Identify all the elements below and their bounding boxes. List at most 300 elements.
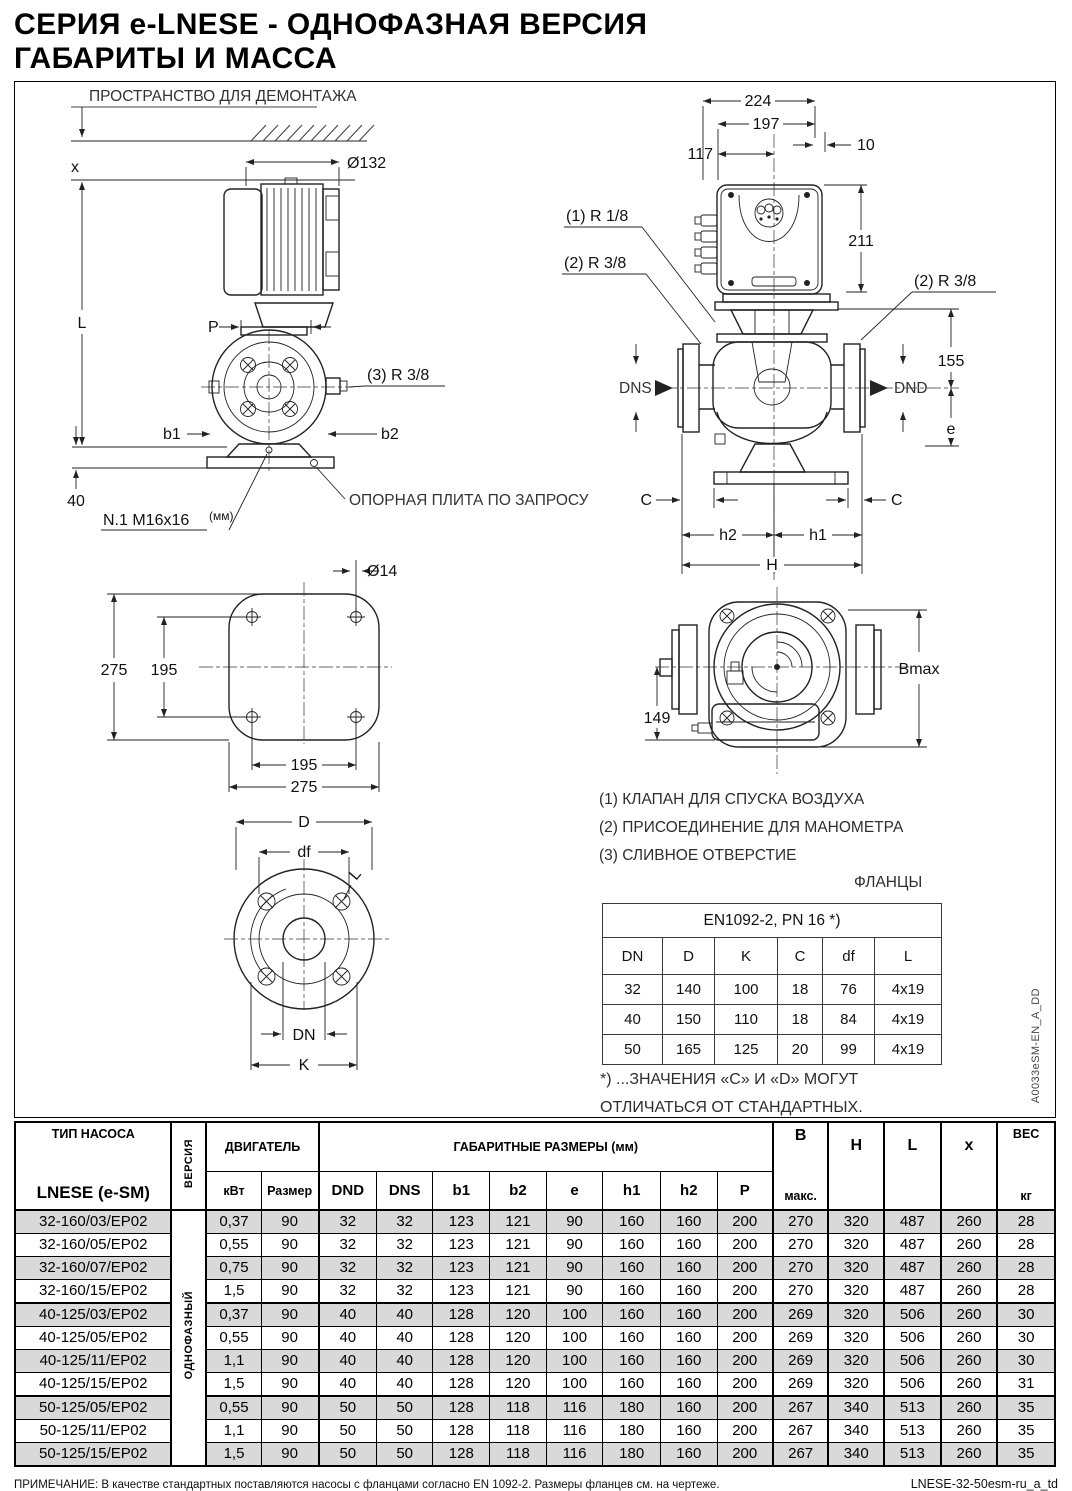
pump-cell-dns: 50 bbox=[376, 1420, 433, 1443]
x-header: x bbox=[964, 1137, 974, 1155]
pump-cell-b1: 128 bbox=[433, 1327, 490, 1350]
pump-cell-b2: 121 bbox=[490, 1210, 547, 1234]
pump-cell-b: 269 bbox=[773, 1373, 829, 1397]
pump-cell-kw: 0,55 bbox=[206, 1327, 261, 1350]
dim-149-label: 149 bbox=[643, 710, 671, 728]
pump-cell-e: 90 bbox=[546, 1234, 603, 1257]
pump-cell-b: 267 bbox=[773, 1396, 829, 1420]
pump-cell-b1: 128 bbox=[433, 1373, 490, 1397]
dim-211-label: 211 bbox=[848, 233, 874, 251]
dim-h1-label: h1 bbox=[809, 527, 827, 545]
pump-cell-h1: 160 bbox=[603, 1350, 661, 1373]
title-line-1: СЕРИЯ e-LNESE - ОДНОФАЗНАЯ ВЕРСИЯ bbox=[14, 8, 648, 41]
pump-cell-type: 32-160/15/EP02 bbox=[15, 1280, 171, 1304]
pump-cell-kw: 0,55 bbox=[206, 1396, 261, 1420]
col-dnd: DND bbox=[319, 1171, 377, 1210]
pump-cell-h1: 160 bbox=[603, 1210, 661, 1234]
pump-cell-h1: 180 bbox=[603, 1396, 661, 1420]
col-p: P bbox=[717, 1171, 773, 1210]
pump-table-row bbox=[15, 1373, 1055, 1397]
pump-cell-kw: 1,5 bbox=[206, 1443, 261, 1467]
flange-cell: 140 bbox=[663, 975, 715, 1005]
col-version bbox=[171, 1122, 206, 1210]
pump-cell-x: 260 bbox=[941, 1303, 998, 1327]
flange-col-d: D bbox=[663, 938, 715, 975]
pump-cell-type: 40-125/03/EP02 bbox=[15, 1303, 171, 1327]
pump-cell-weight: 35 bbox=[997, 1443, 1055, 1467]
page-footer bbox=[14, 1477, 1058, 1491]
pump-table-row bbox=[15, 1303, 1055, 1327]
pump-cell-dnd: 32 bbox=[319, 1210, 377, 1234]
pump-cell-type: 40-125/05/EP02 bbox=[15, 1327, 171, 1350]
pump-cell-b2: 118 bbox=[490, 1420, 547, 1443]
pump-cell-x: 260 bbox=[941, 1234, 998, 1257]
pump-cell-h2: 160 bbox=[661, 1234, 718, 1257]
pump-cell-h1: 160 bbox=[603, 1303, 661, 1327]
pump-cell-dns: 32 bbox=[376, 1257, 433, 1280]
gauge-ref-left-label: (2) R 3/8 bbox=[564, 255, 627, 273]
col-dims-group: ГАБАРИТНЫЕ РАЗМЕРЫ (мм) bbox=[319, 1122, 773, 1171]
pump-cell-b: 269 bbox=[773, 1350, 829, 1373]
flange-footnote-line1: *) ...ЗНАЧЕНИЯ «С» И «D» МОГУТ bbox=[600, 1071, 859, 1089]
flange-cell: 150 bbox=[663, 1005, 715, 1035]
pump-cell-weight: 31 bbox=[997, 1373, 1055, 1397]
dim-H-label: H bbox=[766, 557, 778, 575]
dim-195h-label: 195 bbox=[290, 757, 318, 775]
flange-table bbox=[602, 903, 942, 1065]
pump-cell-e: 90 bbox=[546, 1280, 603, 1304]
pump-cell-kw: 0,37 bbox=[206, 1210, 261, 1234]
pump-cell-l: 506 bbox=[884, 1350, 941, 1373]
pump-cell-dnd: 50 bbox=[319, 1420, 377, 1443]
version-cell bbox=[171, 1210, 206, 1466]
pump-type-header: ТИП НАСОСА bbox=[51, 1127, 135, 1142]
pump-cell-p: 200 bbox=[717, 1257, 773, 1280]
pump-table-row bbox=[15, 1210, 1055, 1234]
flange-table-body bbox=[603, 975, 942, 1065]
pump-cell-type: 50-125/11/EP02 bbox=[15, 1420, 171, 1443]
pump-cell-p: 200 bbox=[717, 1443, 773, 1467]
dim-K-label: K bbox=[298, 1057, 310, 1075]
flange-cell: 40 bbox=[603, 1005, 663, 1035]
pump-cell-type: 50-125/15/EP02 bbox=[15, 1443, 171, 1467]
dim-117-label: 117 bbox=[687, 146, 713, 164]
version-header: ВЕРСИЯ bbox=[182, 1139, 195, 1189]
top-view-drawing bbox=[644, 587, 940, 774]
b-subheader: макс. bbox=[784, 1189, 817, 1204]
h-header: H bbox=[850, 1137, 862, 1155]
col-h bbox=[828, 1122, 884, 1210]
flange-footnote bbox=[600, 1066, 863, 1122]
pump-cell-b2: 118 bbox=[490, 1396, 547, 1420]
pump-cell-h2: 160 bbox=[661, 1443, 718, 1467]
support-plate-label: ОПОРНАЯ ПЛИТА ПО ЗАПРОСУ bbox=[349, 492, 589, 510]
col-weight bbox=[997, 1122, 1055, 1210]
flange-table-row bbox=[603, 975, 942, 1005]
pump-table-row bbox=[15, 1327, 1055, 1350]
col-e: e bbox=[546, 1171, 603, 1210]
col-b2: b2 bbox=[490, 1171, 547, 1210]
pump-cell-b1: 123 bbox=[433, 1210, 490, 1234]
flange-col-k: K bbox=[715, 938, 778, 975]
pump-cell-size: 90 bbox=[261, 1373, 319, 1397]
pump-cell-h2: 160 bbox=[661, 1373, 718, 1397]
pump-cell-h: 340 bbox=[828, 1396, 884, 1420]
drawing-notes bbox=[599, 786, 903, 870]
pump-cell-x: 260 bbox=[941, 1210, 998, 1234]
l-header: L bbox=[907, 1137, 918, 1155]
pump-cell-h: 340 bbox=[828, 1443, 884, 1467]
pump-cell-l: 506 bbox=[884, 1303, 941, 1327]
pump-table-body bbox=[15, 1210, 1055, 1466]
flange-cell: 18 bbox=[778, 1005, 823, 1035]
col-dns: DNS bbox=[376, 1171, 433, 1210]
pump-cell-h: 320 bbox=[828, 1303, 884, 1327]
flange-cell: 4x19 bbox=[875, 975, 942, 1005]
pump-cell-b1: 123 bbox=[433, 1257, 490, 1280]
pump-cell-b: 270 bbox=[773, 1234, 829, 1257]
pump-cell-h: 320 bbox=[828, 1210, 884, 1234]
pump-table-row bbox=[15, 1234, 1055, 1257]
pump-cell-p: 200 bbox=[717, 1234, 773, 1257]
pump-cell-b1: 128 bbox=[433, 1396, 490, 1420]
pump-cell-dnd: 32 bbox=[319, 1280, 377, 1304]
pump-cell-size: 90 bbox=[261, 1420, 319, 1443]
col-kw: кВт bbox=[206, 1171, 261, 1210]
pump-cell-b1: 128 bbox=[433, 1443, 490, 1467]
pump-cell-e: 100 bbox=[546, 1350, 603, 1373]
col-x bbox=[941, 1122, 998, 1210]
col-b1: b1 bbox=[433, 1171, 490, 1210]
pump-cell-dnd: 40 bbox=[319, 1373, 377, 1397]
pump-cell-h2: 160 bbox=[661, 1257, 718, 1280]
dim-275h-label: 275 bbox=[290, 779, 318, 797]
pump-cell-dnd: 32 bbox=[319, 1257, 377, 1280]
flange-cell: 50 bbox=[603, 1035, 663, 1065]
dim-d14-label: Ø14 bbox=[367, 563, 398, 581]
pump-cell-l: 513 bbox=[884, 1396, 941, 1420]
pump-cell-type: 50-125/05/EP02 bbox=[15, 1396, 171, 1420]
pump-cell-b1: 128 bbox=[433, 1350, 490, 1373]
pump-cell-dnd: 40 bbox=[319, 1350, 377, 1373]
pump-cell-x: 260 bbox=[941, 1420, 998, 1443]
pump-cell-size: 90 bbox=[261, 1257, 319, 1280]
flange-footnote-line2: ОТЛИЧАТЬСЯ ОТ СТАНДАРТНЫХ. bbox=[600, 1099, 863, 1117]
pump-cell-h1: 160 bbox=[603, 1257, 661, 1280]
anchor-bolts-label: N.1 M16x16 bbox=[103, 512, 190, 530]
pump-cell-b: 270 bbox=[773, 1257, 829, 1280]
pump-table-row bbox=[15, 1280, 1055, 1304]
pump-cell-weight: 28 bbox=[997, 1234, 1055, 1257]
pump-cell-type: 32-160/03/EP02 bbox=[15, 1210, 171, 1234]
pump-cell-e: 100 bbox=[546, 1303, 603, 1327]
col-size: Размер bbox=[261, 1171, 319, 1210]
pump-cell-weight: 28 bbox=[997, 1257, 1055, 1280]
dim-10-label: 10 bbox=[857, 137, 875, 155]
gauge-ref-right-label: (2) R 3/8 bbox=[914, 273, 977, 291]
pump-cell-b2: 121 bbox=[490, 1280, 547, 1304]
flange-cell: 4x19 bbox=[875, 1035, 942, 1065]
pump-cell-l: 513 bbox=[884, 1420, 941, 1443]
flange-col-df: df bbox=[823, 938, 875, 975]
flange-col-l: L bbox=[875, 938, 942, 975]
note-gauge-connection: (2) ПРИСОЕДИНЕНИЕ ДЛЯ МАНОМЕТРА bbox=[599, 819, 904, 837]
pump-cell-dns: 40 bbox=[376, 1303, 433, 1327]
pump-cell-h2: 160 bbox=[661, 1303, 718, 1327]
pump-cell-h1: 180 bbox=[603, 1420, 661, 1443]
pump-table-row bbox=[15, 1396, 1055, 1420]
flange-col-c: C bbox=[778, 938, 823, 975]
pump-cell-l: 487 bbox=[884, 1210, 941, 1234]
pump-cell-b1: 123 bbox=[433, 1234, 490, 1257]
pump-cell-dnd: 50 bbox=[319, 1443, 377, 1467]
pump-cell-p: 200 bbox=[717, 1420, 773, 1443]
pump-cell-l: 487 bbox=[884, 1280, 941, 1304]
footer-doc-code: LNESE-32-50esm-ru_a_td bbox=[910, 1477, 1058, 1491]
pump-cell-e: 100 bbox=[546, 1327, 603, 1350]
pump-cell-dnd: 50 bbox=[319, 1396, 377, 1420]
flange-table-row bbox=[603, 1035, 942, 1065]
flange-cell: 100 bbox=[715, 975, 778, 1005]
pump-cell-h1: 160 bbox=[603, 1280, 661, 1304]
col-h1: h1 bbox=[603, 1171, 661, 1210]
pump-cell-h: 320 bbox=[828, 1327, 884, 1350]
col-l bbox=[884, 1122, 941, 1210]
pump-cell-h2: 160 bbox=[661, 1350, 718, 1373]
flange-cell: 165 bbox=[663, 1035, 715, 1065]
pump-cell-b: 269 bbox=[773, 1327, 829, 1350]
pump-cell-e: 116 bbox=[546, 1443, 603, 1467]
pump-cell-l: 487 bbox=[884, 1234, 941, 1257]
pump-cell-size: 90 bbox=[261, 1210, 319, 1234]
pump-cell-size: 90 bbox=[261, 1350, 319, 1373]
pump-cell-weight: 30 bbox=[997, 1327, 1055, 1350]
flange-cell: 18 bbox=[778, 975, 823, 1005]
flange-cell: 4x19 bbox=[875, 1005, 942, 1035]
note-drain-hole: (3) СЛИВНОЕ ОТВЕРСТИЕ bbox=[599, 847, 797, 865]
pump-cell-b2: 121 bbox=[490, 1234, 547, 1257]
pump-cell-dns: 40 bbox=[376, 1373, 433, 1397]
pump-cell-b2: 118 bbox=[490, 1443, 547, 1467]
pump-cell-h2: 160 bbox=[661, 1327, 718, 1350]
col-pump-type bbox=[15, 1122, 171, 1210]
pump-cell-b1: 123 bbox=[433, 1280, 490, 1304]
dim-195v-label: 195 bbox=[150, 662, 178, 680]
pump-cell-kw: 1,1 bbox=[206, 1420, 261, 1443]
pump-cell-size: 90 bbox=[261, 1234, 319, 1257]
cable-glands bbox=[695, 215, 717, 274]
pump-cell-size: 90 bbox=[261, 1280, 319, 1304]
pump-cell-b2: 120 bbox=[490, 1303, 547, 1327]
dns-port-label: DNS bbox=[619, 380, 652, 398]
pump-cell-weight: 28 bbox=[997, 1280, 1055, 1304]
pump-cell-dnd: 40 bbox=[319, 1303, 377, 1327]
pump-cell-type: 32-160/07/EP02 bbox=[15, 1257, 171, 1280]
pump-type-subheader: LNESE (e-SM) bbox=[36, 1183, 150, 1203]
pump-cell-h2: 160 bbox=[661, 1280, 718, 1304]
flange-col-dn: DN bbox=[603, 938, 663, 975]
pump-cell-p: 200 bbox=[717, 1373, 773, 1397]
pump-cell-b: 269 bbox=[773, 1303, 829, 1327]
dim-e-label: e bbox=[946, 421, 956, 439]
pump-cell-type: 40-125/11/EP02 bbox=[15, 1350, 171, 1373]
flange-view-drawing bbox=[224, 813, 389, 1074]
dim-Lhole-label: L bbox=[346, 866, 365, 884]
pump-cell-kw: 0,37 bbox=[206, 1303, 261, 1327]
dismantling-space-label: ПРОСТРАНСТВО ДЛЯ ДЕМОНТАЖА bbox=[89, 88, 357, 106]
pump-cell-p: 200 bbox=[717, 1350, 773, 1373]
footer-note: ПРИМЕЧАНИЕ: В качестве стандартных поставляются насосы с фланцами согласно EN 1092-2. Размеры фланцев см. на чертеже. bbox=[14, 1479, 720, 1491]
pump-cell-size: 90 bbox=[261, 1303, 319, 1327]
pump-cell-dns: 32 bbox=[376, 1210, 433, 1234]
side-view-drawing bbox=[67, 88, 588, 530]
pump-cell-x: 260 bbox=[941, 1396, 998, 1420]
pump-cell-x: 260 bbox=[941, 1257, 998, 1280]
front-view-drawing bbox=[562, 92, 996, 582]
dim-40-label: 40 bbox=[67, 493, 85, 511]
pump-cell-kw: 0,55 bbox=[206, 1234, 261, 1257]
pump-table-row bbox=[15, 1420, 1055, 1443]
note-air-valve: (1) КЛАПАН ДЛЯ СПУСКА ВОЗДУХА bbox=[599, 791, 865, 809]
pump-cell-type: 40-125/15/EP02 bbox=[15, 1373, 171, 1397]
pump-cell-p: 200 bbox=[717, 1280, 773, 1304]
dim-197-label: 197 bbox=[752, 116, 780, 134]
pump-cell-h1: 160 bbox=[603, 1234, 661, 1257]
pump-cell-l: 513 bbox=[884, 1443, 941, 1467]
pump-cell-dnd: 40 bbox=[319, 1327, 377, 1350]
pump-cell-h: 320 bbox=[828, 1373, 884, 1397]
page-title bbox=[14, 8, 1058, 75]
pump-cell-dns: 50 bbox=[376, 1396, 433, 1420]
flange-cell: 84 bbox=[823, 1005, 875, 1035]
dim-c-left-label: C bbox=[640, 492, 652, 510]
pump-cell-kw: 1,5 bbox=[206, 1280, 261, 1304]
pump-cell-weight: 35 bbox=[997, 1396, 1055, 1420]
pump-cell-x: 260 bbox=[941, 1350, 998, 1373]
flange-cell: 125 bbox=[715, 1035, 778, 1065]
pump-cell-h: 340 bbox=[828, 1420, 884, 1443]
dim-L-label: L bbox=[77, 315, 87, 333]
dnd-port-label: DND bbox=[894, 380, 928, 398]
dim-D-label: D bbox=[298, 814, 310, 832]
flange-cell: 110 bbox=[715, 1005, 778, 1035]
col-b-max bbox=[773, 1122, 829, 1210]
pump-dimensions-table bbox=[14, 1121, 1056, 1467]
dim-d132-label: Ø132 bbox=[347, 155, 387, 173]
anchor-bolts-unit: (мм) bbox=[209, 509, 234, 524]
title-line-2: ГАБАРИТЫ И МАССА bbox=[14, 41, 337, 75]
pump-cell-e: 116 bbox=[546, 1396, 603, 1420]
pump-cell-weight: 28 bbox=[997, 1210, 1055, 1234]
pump-cell-dns: 40 bbox=[376, 1327, 433, 1350]
pump-cell-b: 267 bbox=[773, 1420, 829, 1443]
pump-cell-kw: 1,5 bbox=[206, 1373, 261, 1397]
pump-cell-x: 260 bbox=[941, 1327, 998, 1350]
col-motor-group: ДВИГАТЕЛЬ bbox=[206, 1122, 318, 1171]
pump-cell-h: 320 bbox=[828, 1234, 884, 1257]
pump-cell-weight: 30 bbox=[997, 1350, 1055, 1373]
pump-cell-x: 260 bbox=[941, 1373, 998, 1397]
pump-cell-e: 90 bbox=[546, 1210, 603, 1234]
pump-cell-size: 90 bbox=[261, 1327, 319, 1350]
b-header: B bbox=[794, 1127, 807, 1145]
drain-hole-ref-label: (3) R 3/8 bbox=[367, 367, 430, 385]
pump-table-row bbox=[15, 1257, 1055, 1280]
pump-cell-dns: 50 bbox=[376, 1443, 433, 1467]
flanges-title: ФЛАНЦЫ bbox=[854, 874, 923, 892]
pump-cell-dns: 40 bbox=[376, 1350, 433, 1373]
drawing-panel bbox=[14, 81, 1056, 1118]
dim-h2-label: h2 bbox=[719, 527, 737, 545]
air-valve-ref-label: (1) R 1/8 bbox=[566, 208, 629, 226]
flange-cell: 99 bbox=[823, 1035, 875, 1065]
weight-header: ВЕС bbox=[1012, 1127, 1040, 1142]
dim-DN-label: DN bbox=[292, 1027, 316, 1045]
flange-cell: 20 bbox=[778, 1035, 823, 1065]
pump-cell-dnd: 32 bbox=[319, 1234, 377, 1257]
pump-cell-b2: 120 bbox=[490, 1350, 547, 1373]
pump-cell-p: 200 bbox=[717, 1303, 773, 1327]
pump-cell-p: 200 bbox=[717, 1327, 773, 1350]
pump-cell-e: 100 bbox=[546, 1373, 603, 1397]
pump-cell-x: 260 bbox=[941, 1280, 998, 1304]
pump-cell-h2: 160 bbox=[661, 1420, 718, 1443]
pump-cell-p: 200 bbox=[717, 1210, 773, 1234]
dim-b1-label: b1 bbox=[163, 426, 181, 444]
pump-cell-h2: 160 bbox=[661, 1210, 718, 1234]
dim-b2-label: b2 bbox=[381, 426, 399, 444]
pump-cell-b: 270 bbox=[773, 1280, 829, 1304]
pump-cell-h1: 180 bbox=[603, 1443, 661, 1467]
drawing-doc-code: A0033eSM-EN_A_DD bbox=[1030, 987, 1042, 1104]
flange-cell: 32 bbox=[603, 975, 663, 1005]
pump-cell-h1: 160 bbox=[603, 1327, 661, 1350]
pump-cell-type: 32-160/05/EP02 bbox=[15, 1234, 171, 1257]
base-plate-view-drawing bbox=[101, 560, 398, 796]
pump-table-row bbox=[15, 1350, 1055, 1373]
pump-cell-size: 90 bbox=[261, 1443, 319, 1467]
pump-cell-dns: 32 bbox=[376, 1280, 433, 1304]
flange-table-row bbox=[603, 1005, 942, 1035]
pump-cell-l: 487 bbox=[884, 1257, 941, 1280]
pump-cell-h1: 160 bbox=[603, 1373, 661, 1397]
dim-155-label: 155 bbox=[937, 353, 965, 371]
pump-cell-b2: 121 bbox=[490, 1257, 547, 1280]
pump-table-row bbox=[15, 1443, 1055, 1467]
pump-cell-weight: 30 bbox=[997, 1303, 1055, 1327]
pump-cell-e: 116 bbox=[546, 1420, 603, 1443]
dim-c-right-label: C bbox=[891, 492, 903, 510]
pump-cell-l: 506 bbox=[884, 1327, 941, 1350]
dim-x-label: x bbox=[71, 159, 79, 177]
dim-224-label: 224 bbox=[744, 93, 772, 111]
pump-cell-weight: 35 bbox=[997, 1420, 1055, 1443]
dim-275v-label: 275 bbox=[100, 662, 128, 680]
pump-cell-kw: 1,1 bbox=[206, 1350, 261, 1373]
pump-cell-b2: 120 bbox=[490, 1327, 547, 1350]
pump-cell-h2: 160 bbox=[661, 1396, 718, 1420]
col-h2: h2 bbox=[661, 1171, 718, 1210]
dim-df-label: df bbox=[297, 844, 311, 862]
pump-cell-b1: 128 bbox=[433, 1420, 490, 1443]
pump-cell-h: 320 bbox=[828, 1257, 884, 1280]
pump-cell-dns: 32 bbox=[376, 1234, 433, 1257]
version-value: ОДНОФАЗНЫЙ bbox=[182, 1290, 195, 1379]
dim-bmax-label: Bmax bbox=[898, 661, 940, 679]
pump-cell-l: 506 bbox=[884, 1373, 941, 1397]
pump-cell-size: 90 bbox=[261, 1396, 319, 1420]
pump-cell-h: 320 bbox=[828, 1280, 884, 1304]
